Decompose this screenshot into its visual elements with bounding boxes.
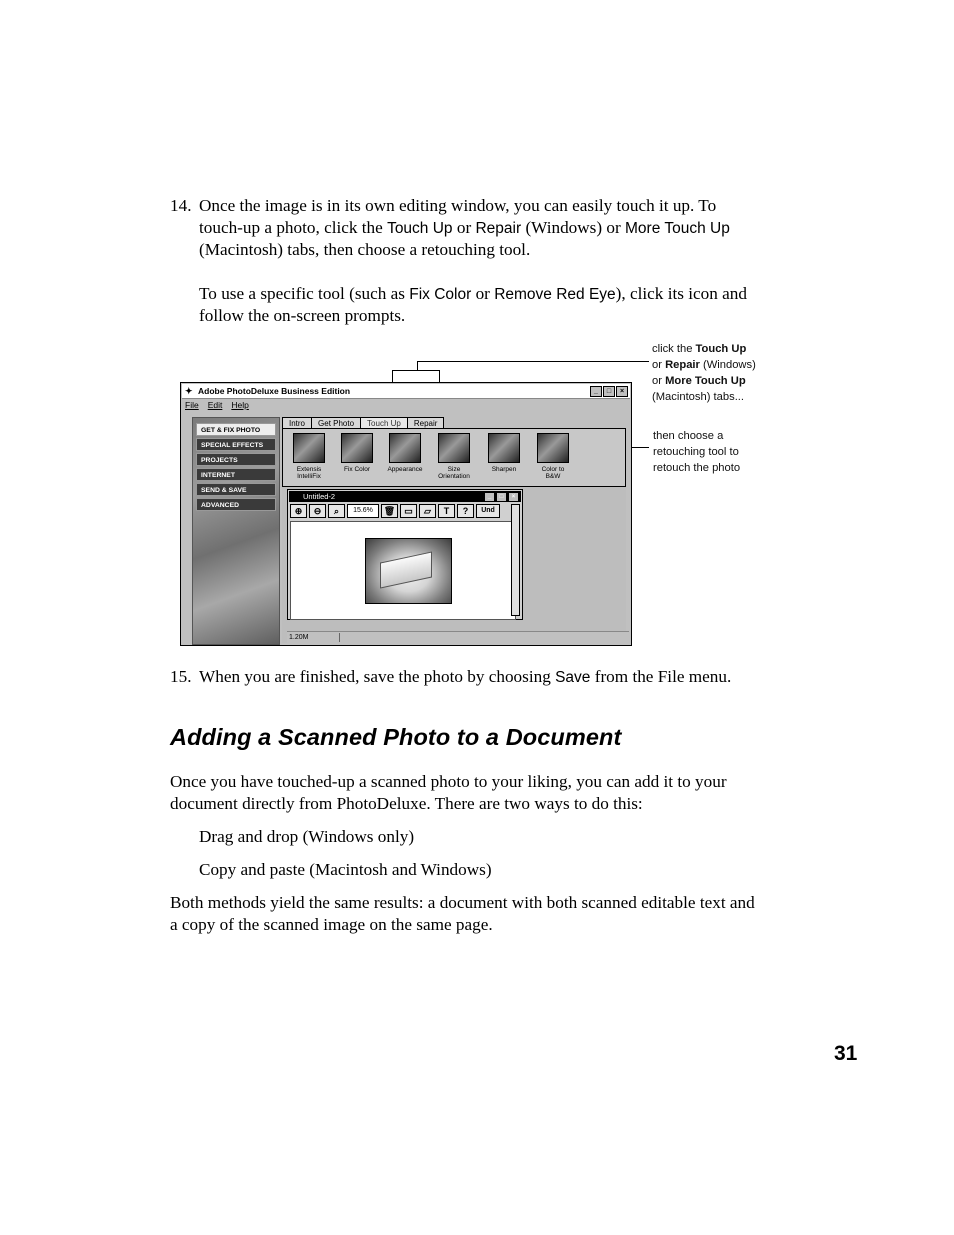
app-logo-icon: ✦ (185, 386, 193, 396)
nav-send-save[interactable]: SEND & SAVE (196, 483, 276, 496)
text-icon[interactable]: T (438, 504, 455, 518)
fix-color-term: Fix Color (409, 286, 472, 303)
step-14-text: or (471, 284, 495, 303)
size-orientation-icon (438, 433, 470, 463)
color-to-bw-icon (537, 433, 569, 463)
shape-icon[interactable]: ▱ (419, 504, 436, 518)
callout-bold: Repair (665, 359, 700, 371)
nav-advanced[interactable]: ADVANCED (196, 498, 276, 511)
document-toolbar (290, 504, 508, 519)
bullet-drag-drop: Drag and drop (Windows only) (199, 827, 415, 846)
tab-touch-up[interactable]: Touch Up (360, 417, 408, 429)
callout-text: (Macintosh) tabs... (652, 391, 745, 403)
document-window (287, 489, 523, 620)
minimize-icon[interactable]: _ (590, 386, 602, 397)
step-14-number: 14. (170, 196, 192, 215)
window-titlebar (182, 384, 630, 399)
tool-label: Appearance (387, 466, 423, 473)
step-14-line-3: (Macintosh) tabs, then choose a retouching tool. (199, 240, 531, 259)
callout-text: or (652, 359, 666, 371)
nav-list (196, 423, 276, 513)
magnify-icon[interactable]: ⌕ (328, 504, 345, 518)
step-14-para-2 (199, 283, 747, 306)
step-14-text: To use a specific tool (such as (199, 284, 410, 303)
tool-panel (282, 428, 626, 487)
close-icon[interactable]: × (616, 386, 628, 397)
step-15-text-b: from the File menu. (590, 667, 732, 686)
callout-text: (Windows) (699, 359, 756, 371)
document-title-text: Untitled-2 (303, 492, 336, 501)
tab-get-photo[interactable]: Get Photo (311, 417, 361, 429)
leader-line (417, 361, 418, 370)
callout-tabs (652, 341, 756, 405)
status-bar (287, 631, 629, 643)
status-size: 1.20M (289, 634, 309, 641)
tool-label: Orientation (438, 473, 470, 480)
help-icon[interactable]: ? (457, 504, 474, 518)
printer-image (380, 551, 432, 588)
section-intro-2: document directly from PhotoDeluxe. There are two ways to do this: (170, 794, 643, 813)
callout-bold: More Touch Up (665, 375, 746, 387)
step-14-para-2-line-2: follow the on-screen prompts. (199, 306, 406, 325)
window-title: Adobe PhotoDeluxe Business Edition (198, 386, 351, 396)
step-14-text: or (452, 218, 476, 237)
trash-icon[interactable]: 🗑 (381, 504, 398, 518)
doc-close-icon[interactable]: × (508, 492, 519, 502)
left-panel (192, 417, 280, 645)
tool-label: Color to (541, 466, 565, 473)
section-intro-1: Once you have touched-up a scanned photo to your liking, you can add it to your (170, 772, 727, 791)
scanned-photo (365, 538, 452, 604)
callout-text: or (652, 375, 666, 387)
section-outro-2: a copy of the scanned image on the same page. (170, 915, 493, 934)
tool-label: Sharpen (491, 466, 517, 473)
step-15-number: 15. (170, 667, 192, 686)
menu-edit[interactable]: Edit (207, 400, 223, 410)
touch-up-term: Touch Up (387, 220, 453, 237)
remove-red-eye-term: Remove Red Eye (494, 286, 616, 303)
zoom-out-icon[interactable]: ⊖ (309, 504, 326, 518)
nav-projects[interactable]: PROJECTS (196, 453, 276, 466)
leader-line (392, 370, 440, 371)
nav-get-fix-photo[interactable]: GET & FIX PHOTO (196, 423, 276, 436)
menu-help[interactable]: Help (231, 400, 249, 410)
vertical-scrollbar[interactable] (511, 504, 520, 616)
photodeluxe-window (180, 382, 632, 646)
tool-appearance[interactable] (381, 433, 429, 473)
appearance-icon (389, 433, 421, 463)
tab-repair[interactable]: Repair (407, 417, 445, 429)
sharpen-icon (488, 433, 520, 463)
section-outro-1: Both methods yield the same results: a document with both scanned editable text and (170, 893, 755, 912)
step-14-text: touch-up a photo, click the (199, 218, 388, 237)
tool-size-orientation[interactable] (430, 433, 478, 480)
nav-internet[interactable]: INTERNET (196, 468, 276, 481)
tab-intro[interactable]: Intro (282, 417, 312, 429)
save-term: Save (555, 669, 591, 686)
document-title (289, 491, 521, 502)
tool-label: IntelliFix (297, 473, 321, 480)
page-number: 31 (834, 1042, 858, 1065)
maximize-icon[interactable]: □ (603, 386, 615, 397)
more-touch-up-term: More Touch Up (625, 220, 730, 237)
callout-text: retouching tool to (653, 446, 739, 458)
zoom-in-icon[interactable]: ⊕ (290, 504, 307, 518)
step-14-text: ), click its icon and (615, 284, 747, 303)
tool-fix-color[interactable] (333, 433, 381, 473)
tool-extensis-intellifix[interactable] (285, 433, 333, 480)
fix-color-icon (341, 433, 373, 463)
undo-button[interactable]: Und (476, 504, 500, 518)
step-14-line-2 (199, 217, 730, 240)
callout-text: then choose a (653, 430, 724, 442)
tool-label: Extensis (296, 466, 322, 473)
doc-maximize-icon[interactable]: □ (496, 492, 507, 502)
callout-text: click the (652, 343, 696, 355)
doc-minimize-icon[interactable]: _ (484, 492, 495, 502)
step-15-text-a: When you are finished, save the photo by choosing (199, 667, 556, 686)
section-heading: Adding a Scanned Photo to a Document (170, 724, 622, 750)
callout-bold: Touch Up (695, 343, 747, 355)
bullet-copy-paste: Copy and paste (Macintosh and Windows) (199, 860, 492, 879)
step-14-line-1: Once the image is in its own editing window, you can easily touch it up. To (199, 196, 717, 215)
tool-color-to-bw[interactable] (529, 433, 577, 480)
menu-file[interactable]: File (185, 400, 199, 410)
menu-bar (185, 400, 249, 412)
zoom-level[interactable]: 15.6% (347, 504, 379, 518)
intellifix-icon (293, 433, 325, 463)
tool-label: B&W (545, 473, 561, 480)
crop-icon[interactable]: ▭ (400, 504, 417, 518)
tool-label: Size (447, 466, 461, 473)
nav-special-effects[interactable]: SPECIAL EFFECTS (196, 438, 276, 451)
step-15-text (199, 666, 731, 689)
repair-term: Repair (475, 220, 522, 237)
callout-text: retouch the photo (653, 462, 741, 474)
callout-tool (653, 428, 740, 476)
step-14-text: (Windows) or (521, 218, 625, 237)
tool-sharpen[interactable] (480, 433, 528, 473)
leader-line (417, 361, 649, 362)
tool-label: Fix Color (343, 466, 370, 473)
document-canvas[interactable] (290, 521, 516, 620)
